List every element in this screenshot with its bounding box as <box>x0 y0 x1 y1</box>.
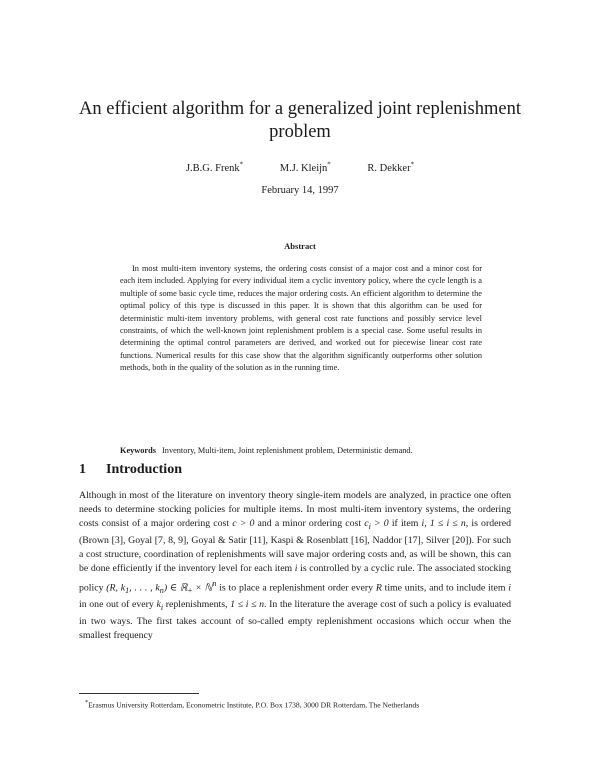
keywords-label: Keywords <box>120 446 156 455</box>
abstract-heading: Abstract <box>284 241 316 251</box>
title-line-2: problem <box>269 122 331 142</box>
footnote <box>79 698 511 711</box>
footnote-text: Erasmus University Rotterdam, Econometric Institute, P.O. Box 1738, 3000 DR Rotterdam, The Netherlands <box>88 700 420 710</box>
footnote-mark: * <box>85 699 89 706</box>
author-1: J.B.G. Frenk* <box>185 160 244 174</box>
abstract-body <box>120 263 482 375</box>
section-title: Introduction <box>106 462 182 477</box>
author-list <box>60 160 540 174</box>
abstract-text: In most multi-item inventory systems, the ordering costs consist of a major cost and a minor cost for each item included. Applying for every individual item a cyclic inventory policy, where the cycle length is a multiple of some basic cycle time, reduces the major ordering costs. An efficient algorithm to determine the optimal policy of this type is discussed in this paper. It is shown that this algorithm can be used for deterministic multi-item inventory problems, with general cost rate functions and possibly service level constraints, of which the well-known joint replenishment problem is a special case. Some useful results in determining the optimal control parameters are derived, and worked out for piecewise linear cost rate functions. Numerical results for this case show that the algorithm significantly outperforms other solution methods, both in the quality of the solution as in the running time. <box>120 264 482 373</box>
keywords-text: Inventory, Multi-item, Joint replenishment problem, Deterministic demand. <box>162 446 413 455</box>
paper-date: February 14, 1997 <box>261 185 339 196</box>
section-heading <box>79 462 182 478</box>
section-number: 1 <box>79 462 86 477</box>
paper-title <box>60 98 540 144</box>
author-2: M.J. Kleijn* <box>279 160 331 174</box>
keywords <box>120 445 482 457</box>
author-3: R. Dekker* <box>367 160 415 174</box>
introduction-paragraph: Although in most of the literature on inventory theory single-item models are analyzed, in practice one often needs to determine stocking policies for multiple items. In most multi-item inventory systems, the ordering costs consist of a major ordering cost c > 0 and a minor ordering cost $c_i > 0$ if item i, 1 ≤ i ≤ n, is ordered (Brown [3], Goyal [7, 8, 9], Goyal & Satir [11], Kaspi & Rosenblatt [16], Naddor [17], Silver [20]). For such a cost structure, coordination of replenishments will save major ordering costs and, as will be shown, this can be done efficiently if the inventory level for each item i is controlled by a cyclic rule. The associated stocking policy (R, $k_1$, . . . , $k_n$) ∈ ℝ$_+$ × ℕ$^n$ is to place a replenishment order every R time units, and to include item i in one out of every $k_i$ replenishments, 1 ≤ i ≤ n. In the literature the average cost of such a policy is evaluated in two ways. The first takes account of so-called empty replenishment occasions which occur when the smallest frequency <box>79 490 511 641</box>
footnote-rule <box>79 693 199 694</box>
title-line-1: An efficient algorithm for a generalized joint replenishment <box>79 99 521 119</box>
